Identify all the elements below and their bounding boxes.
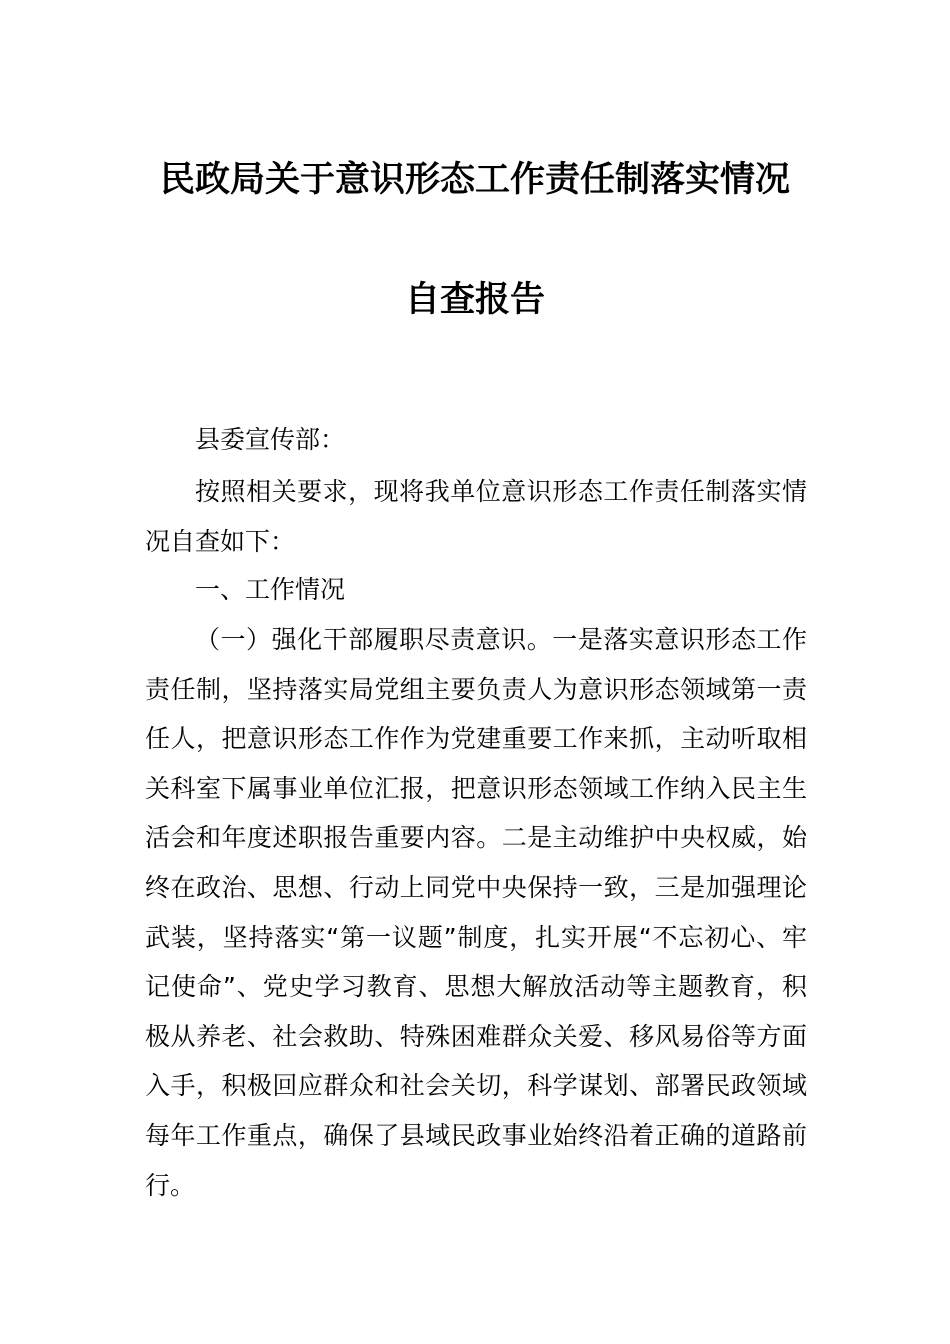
section-heading: 一、工作情况 [195, 575, 346, 604]
salutation: 县委宣传部： [195, 425, 346, 454]
document-title-line-2: 自查报告 [404, 280, 545, 320]
body-paragraph: （一）强化干部履职尽责意识。一是落实意识形态工作责任制，坚持落实局党组主要负责人为意识形态领域第一责任人，把意识形态工作作为党建重要工作来抓，主动听取相关科室下属事业单位汇报，把意识形态领域工作纳入民主生活会和年度述职报告重要内容。二是主动维护中央权威，始终在政治、思想、行动上同党中央保持一致，三是加强理论武装，坚持落实“第一议题”制度，扎实开展“不忘初心、牢记使命”、党史学习教育、思想大解放活动等主题教育，积极从养老、社会救助、特殊困难群众关爱、移风易俗等方面入手，积极回应群众和社会关切，科学谋划、部署民政领域每年工作重点，确保了县域民政事业始终沿着正确的道路前行。 [145, 625, 807, 1200]
document-title-line-1: 民政局关于意识形态工作责任制落实情况 [159, 160, 790, 200]
intro-paragraph: 按照相关要求，现将我单位意识形态工作责任制落实情况自查如下： [145, 477, 807, 556]
